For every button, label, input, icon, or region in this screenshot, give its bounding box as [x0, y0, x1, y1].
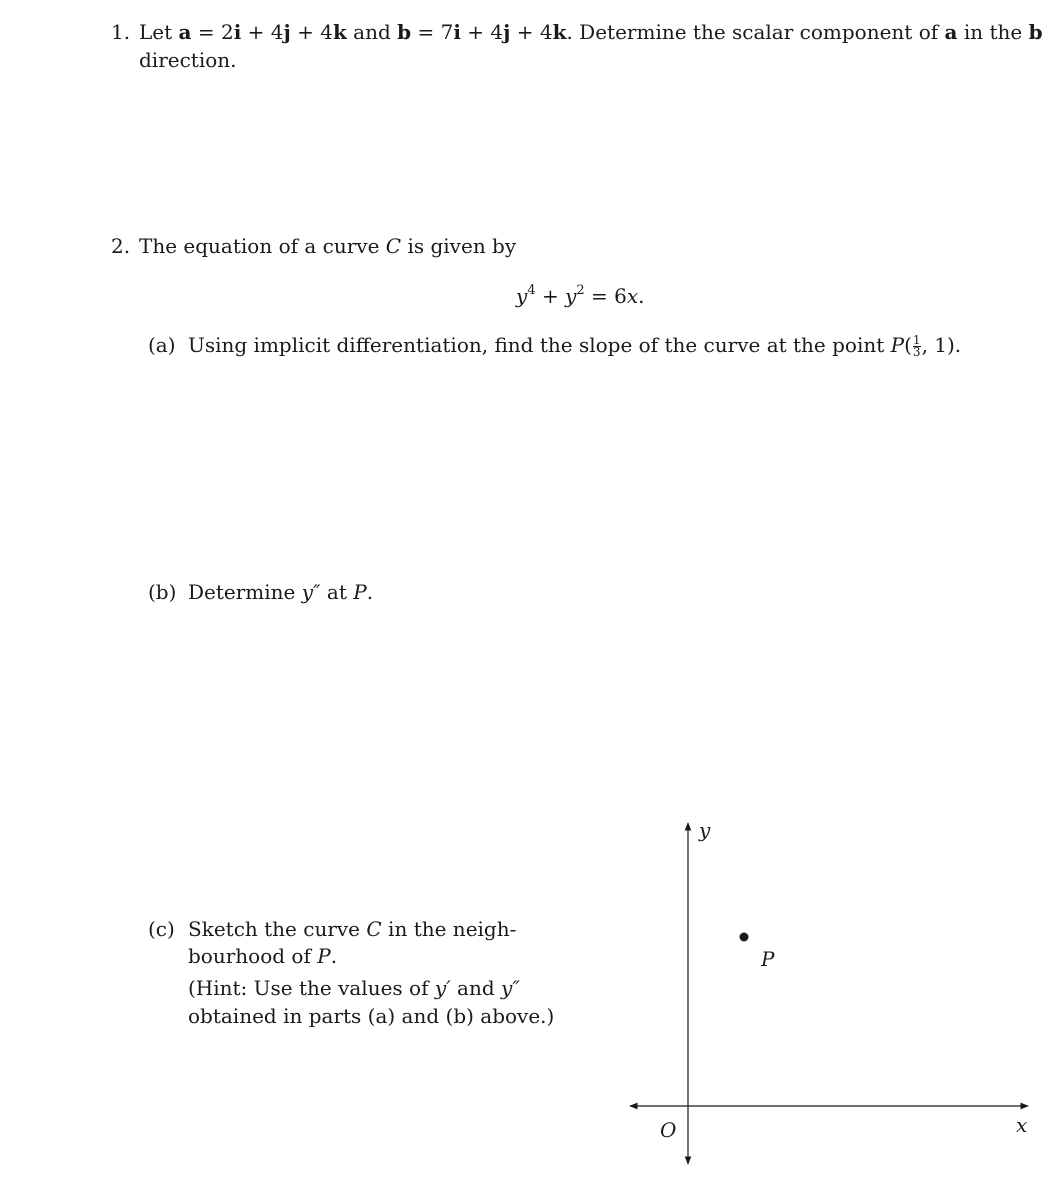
q1-line2: direction. [139, 48, 237, 72]
part-a-label: (a) [148, 333, 176, 357]
eq-op: + [535, 284, 566, 308]
part-b-end: . [366, 580, 374, 604]
q1-text-seg: . Determine the scalar component of [566, 20, 945, 44]
eq-var: y [565, 284, 577, 308]
curve-symbol: C [366, 917, 382, 941]
x-axis-label: x [1016, 1113, 1028, 1137]
point-p: P [890, 333, 905, 357]
point-p-dot [740, 933, 749, 942]
origin-label: O [660, 1118, 677, 1142]
q2-intro-text: The equation of a curve [139, 234, 386, 258]
vec-j: j [283, 20, 291, 44]
q2-number: 2. [111, 234, 131, 258]
q1-number: 1. [111, 20, 131, 44]
q1-text-seg: + 4 [290, 20, 333, 44]
part-c-text: . [330, 944, 338, 968]
q1-text-seg: in the [957, 20, 1029, 44]
part-b-body: Determine [188, 580, 302, 604]
vec-b: b [397, 20, 412, 44]
vec-k: k [332, 20, 347, 44]
point-p: P [317, 944, 331, 968]
q1-text-seg: = 7 [411, 20, 454, 44]
y-prime: y′ [434, 976, 451, 1000]
vec-i: i [453, 20, 461, 44]
q1-text-seg: + 4 [460, 20, 504, 44]
part-c-text: in the neigh- [381, 917, 517, 941]
curve-symbol: C [385, 234, 402, 258]
q2-intro-tail: is given by [401, 234, 517, 258]
vec-a: a [944, 20, 958, 44]
part-b-label: (b) [148, 580, 177, 604]
paren: ( [904, 333, 912, 357]
vec-k: k [552, 20, 567, 44]
eq-var: x [626, 284, 639, 308]
vec-a: a [178, 20, 192, 44]
vec-i: i [233, 20, 242, 44]
part-c-text: bourhood of [188, 944, 318, 968]
point-p: P [353, 580, 367, 604]
point-p-label: P [761, 947, 775, 971]
y-double-prime: y″ [301, 580, 321, 604]
q1-text-seg: + 4 [241, 20, 284, 44]
eq-exponent: 2 [576, 283, 585, 298]
part-a-rest: , 1). [921, 333, 962, 357]
vec-j: j [503, 20, 511, 44]
hint-text: and [450, 976, 502, 1000]
q1-text-seg: = 2 [191, 20, 234, 44]
part-c-label: (c) [148, 917, 175, 941]
eq-rhs: = 6 [584, 284, 627, 308]
part-b-mid: at [320, 580, 354, 604]
frac-numerator: 1 [912, 333, 921, 347]
eq-exponent: 4 [527, 283, 536, 298]
part-a-body: Using implicit differentiation, find the slope of the curve at the point [188, 333, 891, 357]
y-axis-label: y [699, 818, 711, 842]
vec-b: b [1028, 20, 1043, 44]
part-c-text: Sketch the curve [188, 917, 367, 941]
hint-line2: obtained in parts (a) and (b) above.) [188, 1004, 555, 1028]
y-double-prime: y″ [501, 976, 520, 1000]
q1-text-seg: Let [139, 20, 179, 44]
q1-text-seg: and [346, 20, 398, 44]
hint-text: (Hint: Use the values of [188, 976, 435, 1000]
q1-text-seg: + 4 [510, 20, 553, 44]
frac-denominator: 3 [912, 345, 921, 359]
eq-var: y [516, 284, 528, 308]
eq-end: . [638, 284, 645, 308]
